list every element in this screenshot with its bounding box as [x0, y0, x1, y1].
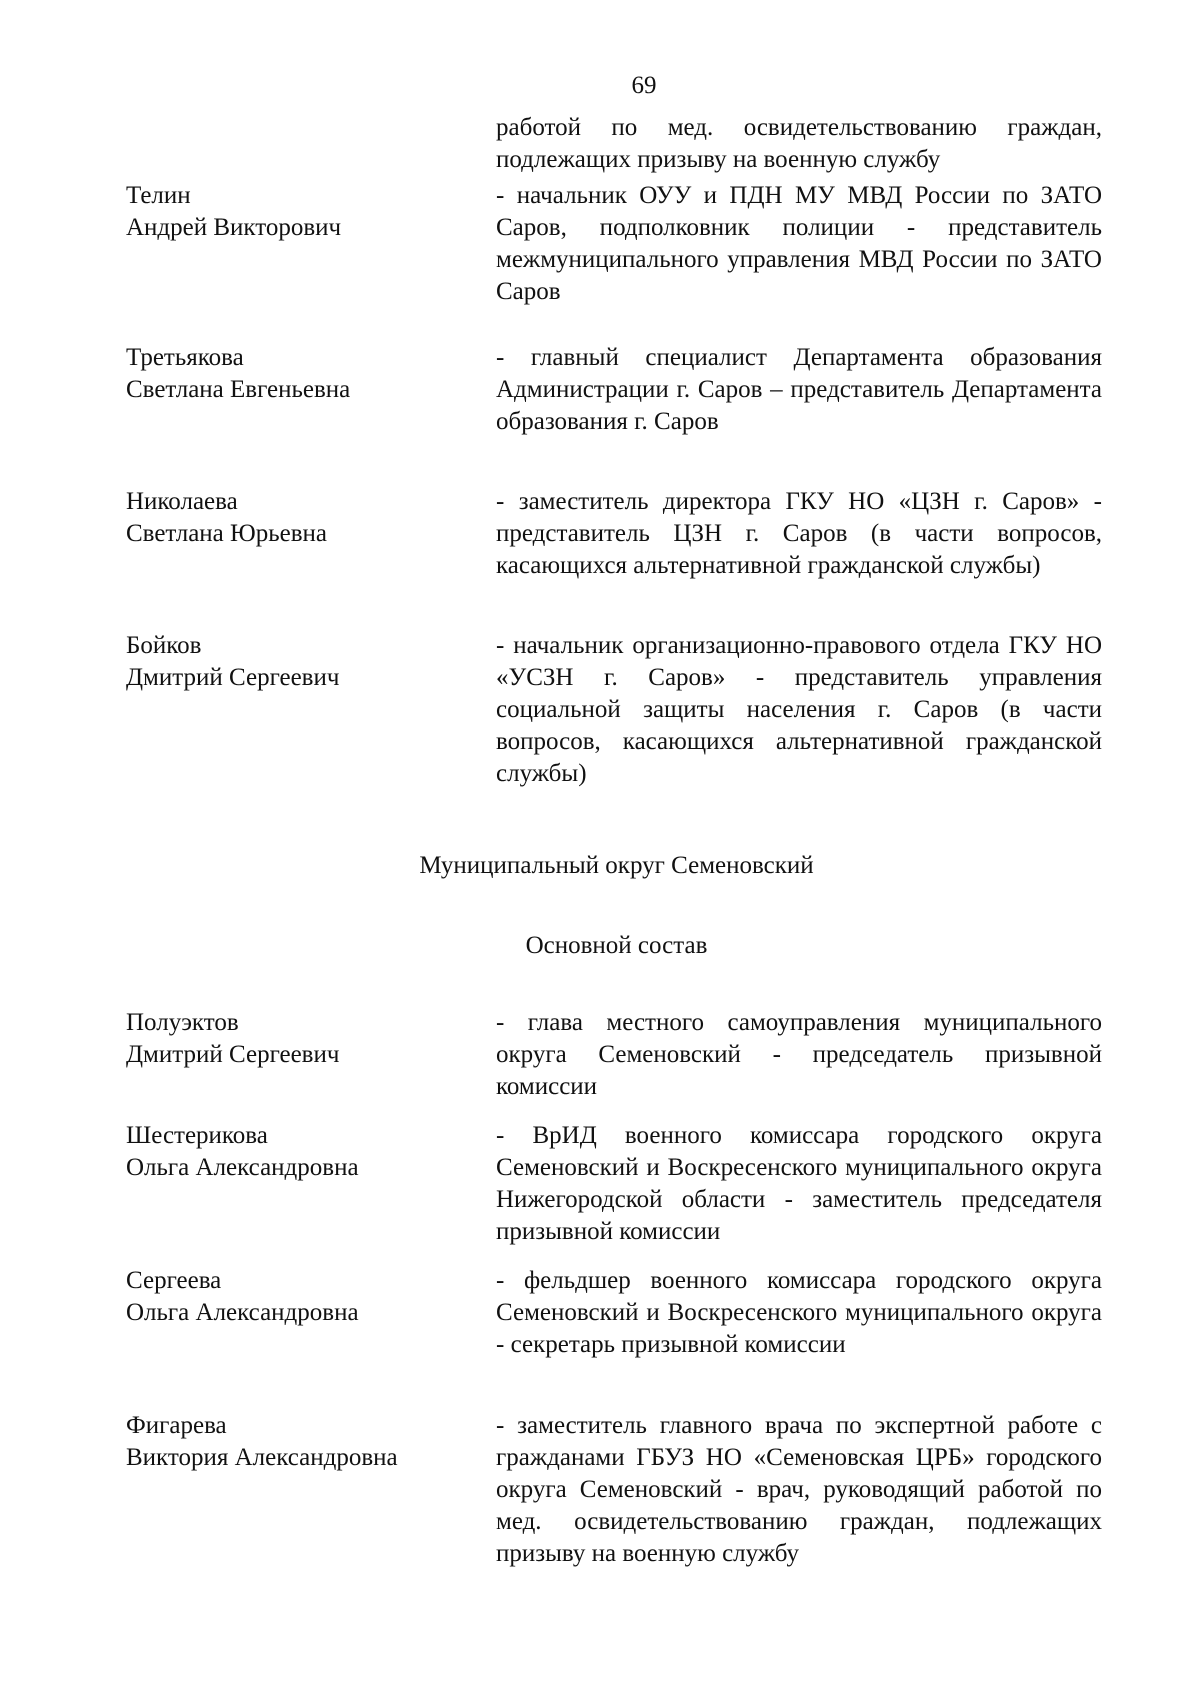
- member-role: - начальник ОУУ и ПДН МУ МВД России по ЗАТО Саров, подполковник полиции - представитель межмуниципального управления МВД России по ЗАТО Саров: [496, 182, 1102, 305]
- member-given-names: Светлана Юрьевна: [126, 520, 328, 547]
- member-role: - главный специалист Департамента образования Администрации г. Саров – представитель Департамента образования г. Саров: [496, 344, 1102, 435]
- member-name: [126, 486, 466, 550]
- member-given-names: Ольга Александровна: [126, 1299, 359, 1326]
- member-given-names: Светлана Евгеньевна: [126, 376, 351, 403]
- member-surname: Шестерикова: [126, 1122, 268, 1149]
- member-surname: Полуэктов: [126, 1009, 239, 1036]
- member-name: [126, 1120, 466, 1184]
- member-surname: Бойков: [126, 632, 202, 659]
- member-role: - глава местного самоуправления муниципального округа Семеновский - председатель призывной комиссии: [496, 1009, 1102, 1100]
- member-role: - ВрИД военного комиссара городского округа Семеновский и Воскресенского муниципального округа Нижегородской области - заместитель председателя призывной комиссии: [496, 1122, 1102, 1245]
- section-heading: Муниципальный округ Семеновский: [419, 852, 814, 879]
- member-given-names: Дмитрий Сергеевич: [126, 1041, 340, 1068]
- member-name: [126, 630, 466, 694]
- member-given-names: Андрей Викторович: [126, 214, 342, 241]
- member-given-names: Ольга Александровна: [126, 1154, 359, 1181]
- continuation-text: работой по мед. освидетельствованию граждан, подлежащих призыву на военную службу: [496, 114, 1102, 173]
- page-number: 69: [631, 72, 657, 99]
- member-role: - начальник организационно-правового отдела ГКУ НО «УСЗН г. Саров» - представитель управления социальной защиты населения г. Саров (в части вопросов, касающихся альтернативной гражданской службы): [496, 632, 1102, 787]
- member-given-names: Дмитрий Сергеевич: [126, 664, 340, 691]
- subsection-heading: Основной состав: [525, 932, 708, 959]
- member-given-names: Виктория Александровна: [126, 1444, 398, 1471]
- member-surname: Николаева: [126, 488, 238, 515]
- member-role: - заместитель директора ГКУ НО «ЦЗН г. Саров» - представитель ЦЗН г. Саров (в части вопросов, касающихся альтернативной гражданской службы): [496, 488, 1102, 579]
- member-surname: Сергеева: [126, 1267, 222, 1294]
- member-name: [126, 1265, 466, 1329]
- member-role: - заместитель главного врача по экспертной работе с гражданами ГБУЗ НО «Семеновская ЦРБ» городского округа Семеновский - врач, руководящий работой по мед. освидетельствованию граждан, подлежащих призыву на военную службу: [496, 1412, 1102, 1567]
- member-name: [126, 1410, 466, 1474]
- member-name: [126, 342, 466, 406]
- member-surname: Фигарева: [126, 1412, 227, 1439]
- member-role: - фельдшер военного комиссара городского округа Семеновский и Воскресенского муниципального округа - секретарь призывной комиссии: [496, 1267, 1102, 1358]
- member-name: [126, 180, 466, 244]
- member-surname: Третьякова: [126, 344, 244, 371]
- member-name: [126, 1007, 466, 1071]
- member-surname: Телин: [126, 182, 191, 209]
